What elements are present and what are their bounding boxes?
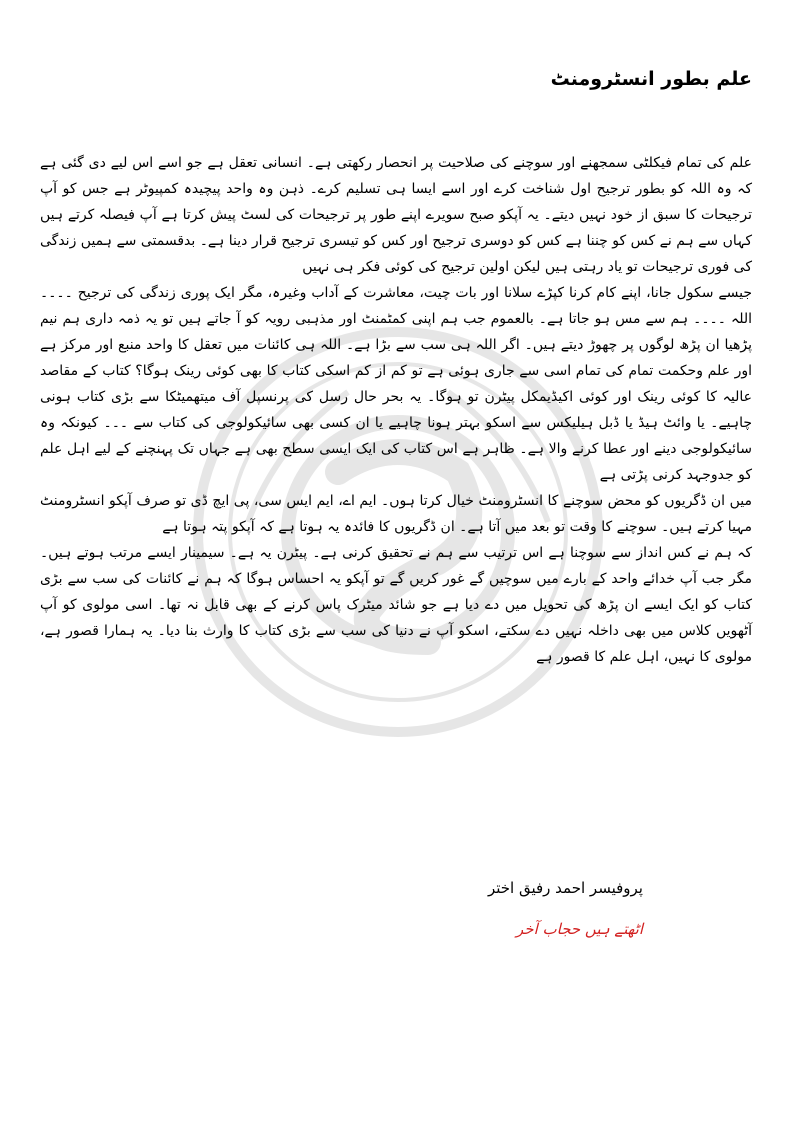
tagline: اٹھتے ہیں حجاب آخر <box>516 920 643 938</box>
paragraph-1: علم کی تمام فیکلٹی سمجھنے اور سوچنے کی صلاحیت پر انحصار رکھتی ہے۔ انسانی تعقل ہے جو اسے اس لیے دی گئی ہے کہ وہ اللہ کو بطور ترجیح اول شناخت کرے اور اسے ایسا ہی تسلیم کرے۔ ذہن وہ واحد پیچیدہ کمپیوٹر ہے جس کو آپ ترجیحات کا سبق از خود نہیں دیتے۔ یہ آپکو صبح سویرے اپنے طور پر ترجیحات کی لسٹ پیش کرتا ہے آپ فیصلہ کرتے ہیں کہاں سے ہم نے کس کو چننا ہے کس کو دوسری ترجیح اور کس کو تیسری ترجیح قرار دینا ہے۔ بدقسمتی سے ہمیں زندگی کی فوری ترجیحات تو یاد رہتی ہیں لیکن اولین ترجیح کی کوئی فکر ہی نہیں <box>40 155 752 275</box>
paragraph-4: کہ ہم نے کس انداز سے سوچنا ہے اس ترتیب سے ہم نے تحقیق کرنی ہے۔ پیٹرن یہ ہے۔ سیمینار ایسے مرتب ہوتے ہیں۔ مگر جب آپ خدائے واحد کے بارے میں سوچیں گے غور کریں گے تو آپکو یہ احساس ہوگا کہ ہم نے کائنات کی سب سے بڑی کتاب کو ایک ایسے ان پڑھ کی تحویل میں دے دیا ہے جو شائد میٹرک پاس کرنے کے بھی قابل نہ تھا۔ اسی مولوی کو آپ آٹھویں کلاس میں بھی داخلہ نہیں دے سکتے، اسکو آپ نے دنیا کی سب سے بڑی کتاب کا وارث بنا دیا۔ یہ ہمارا قصور ہے، مولوی کا نہیں، اہل علم کا قصور ہے <box>40 545 752 665</box>
paragraph-3: میں ان ڈگریوں کو محض سوچنے کا انسٹرومنٹ خیال کرتا ہوں۔ ایم اے، ایم ایس سی، پی ایچ ڈی تو صرف آپکو انسٹرومنٹ مہیا کرتے ہیں۔ سوچنے کا وقت تو بعد میں آتا ہے۔ ان ڈگریوں کا فائدہ یہ ہوتا ہے کہ آپکو پتہ ہوتا ہے <box>40 493 752 535</box>
document-title: علم بطور انسٹرومنٹ <box>550 68 752 90</box>
document-body <box>40 150 752 670</box>
author-signature: پروفیسر احمد رفیق اختر <box>487 879 643 897</box>
paragraph-2: جیسے سکول جانا، اپنے کام کرنا کپڑے سلانا اور بات چیت، معاشرت کے آداب وغیرہ، مگر ایک پوری زندگی کی ترجیح ۔۔۔۔ اللہ ۔۔۔۔ ہم سے مس ہو جاتا ہے۔ بالعموم جب ہم اپنی کمٹمنٹ اور مذہبی رویہ کو آ جاتے ہیں تو یہ ذمہ داری ہم نیم پڑھیا ان پڑھ لوگوں پر چھوڑ دیتے ہیں۔ اگر اللہ ہی سب سے بڑا ہے۔ اللہ ہی کائنات میں تعقل کا واحد منبع اور مرکز ہے اور علم وحکمت تمام کی تمام اسی سے جاری ہوئی ہے تو کم از کم اسکی کتاب کا بھی کوئی رینک ہوگا؟ کتاب کے مقاصد عالیہ کا کوئی رینک اور کوئی اکیڈیمکل پیٹرن تو ہوگا۔ یہ بحر حال رسل کی پرنسپل آف میتھمیٹکا سے بڑی کتاب ہونی چاہیے۔ یا وائٹ ہیڈ یا ڈبل ہیلیکس سے اسکو بہتر ہونا چاہیے یا ان کسی بھی سائیکولوجی کی کتاب سے ۔۔۔ کیونکہ وہ سائیکولوجی دینے اور عطا کرنے والا ہے۔ ظاہر ہے اس کتاب کی ایک ایسی سطح بھی ہے جہاں تک پہنچنے کے لیے اہل علم کو جدوجہد کرنی پڑتی ہے <box>40 285 752 483</box>
